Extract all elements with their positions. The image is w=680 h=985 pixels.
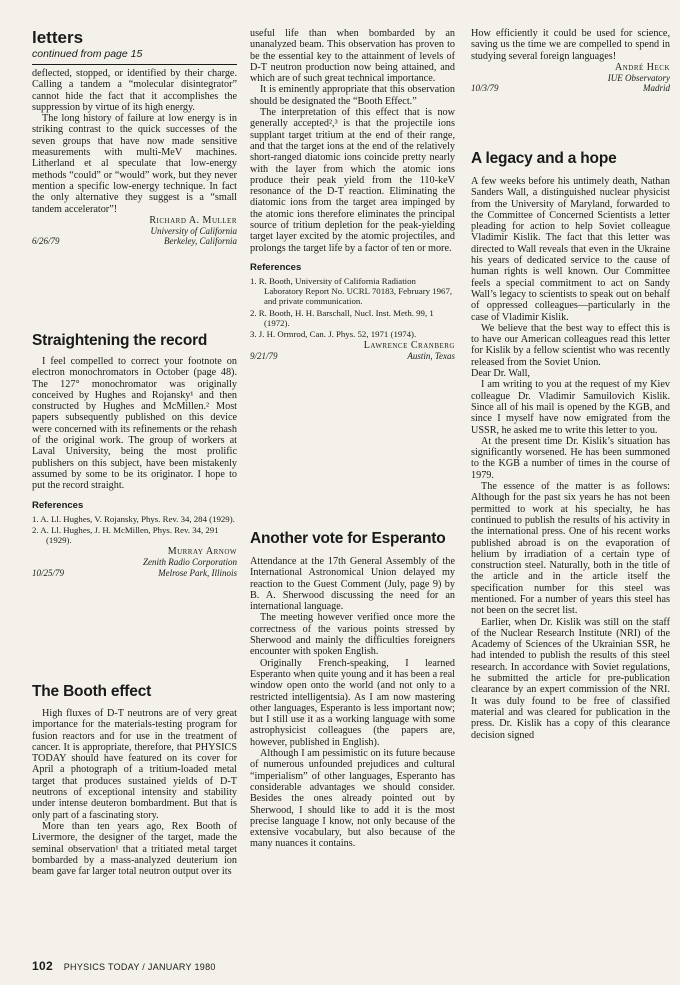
references-heading: References [250, 261, 302, 273]
references-heading: References [32, 499, 84, 511]
paragraph: It is eminently appropriate that this observation should be designated the “Booth Effect.” [250, 84, 455, 107]
affiliation: Zenith Radio Corporation [142, 557, 237, 568]
paragraph: I feel compelled to correct your footnote on electron monochromators in October (page 48). The 127° monochromator was originally conceived by Hughes and Rojansky¹ and then constructed by Hughes and McMillen.² Most papers subsequently published on this device were concerned with its refinements or the rehash of the original work. The group of workers at Laval University, being the most prolific publishers on this subject, have been mistakenly assumed by some to be its originator. I hope to put the record straight. [32, 356, 237, 492]
paragraph: The long history of failure at low energy is in striking contrast to the quick successes of the seven groups that have now made sensitive measurements with multi-MeV machines. Litherland et al speculate that low-energy methods “could” or “would” work, but they never mention a specific low-energy technique. In fact the only alternative they suggest is a “small tandem accelerator”! [32, 113, 237, 215]
salutation: Dear Dr. Wall, [471, 368, 530, 380]
reference-list [32, 514, 237, 546]
paragraph: Originally French-speaking, I learned Esperanto when quite young and it has been a real window open onto the world (and not only to a restricted intelligentsia). As I am now mastering other languages, Esperanto is less important now; but I still use it as a working language with some astrophysicist colleagues (the papers are, however, published in English). [250, 657, 455, 748]
paragraph: Attendance at the 17th General Assembly of the International Astronomical Union delayed my reaction to the Guest Comment (July, page 9) by B. A. Sherwood discussing the need for an international language. [250, 556, 455, 613]
paragraph: Earlier, when Dr. Kislik was still on the staff of the Nuclear Research Institute (NRI) of the Academy of Sciences of the Ukrainian SSR, he had intended to publish the results of this steel research. In accordance with Soviet regulations, he submitted the article for pre-publication clearance by an expert commission of the NRI. It was duly found to be free of classified material and was cleared for publication in the press. Dr. Kislik has a copy of this clearance decision signed [471, 616, 670, 741]
location: Melrose Park, Illinois [158, 567, 237, 578]
divider [32, 64, 237, 65]
reference-item: 1. R. Booth, University of California Radiation Laboratory Report No. UCRL 70183, February 1967, and private communication. [250, 275, 453, 307]
paragraph: The essence of the matter is as follows: Although for the past six years he has not been permitted to work at his specialty, he has continued to publish the results of his activity in the international press. One of his recent works published abroad is on the evaporation of helium by irradiation of a certain type of construction steel. Naturally, both in the title of the article and in the article itself the specification number for this steel was mentioned. For a number of years this steel has not been on the secret list. [471, 481, 670, 617]
article-title: Another vote for Esperanto [250, 530, 446, 547]
journal-issue: PHYSICS TODAY / JANUARY 1980 [63, 962, 216, 972]
paragraph: I am writing to you at the request of my Kiev colleague Dr. Vladimir Samuilovich Kislik. Since all of his mail is opened by the KGB, and since I myself have now emigrated from the USSR, he asked me to write this letter to you. [471, 379, 670, 436]
paragraph: Although I am pessimistic on its future because of numerous unfounded prejudices and cultural “imperialism” of other languages, Esperanto has considerable advantages we should consider. Besides the ones already pointed out by Sherwood, I should like to add it is the most precise language I know, not only because of the extensive vocabulary, but also because of the many nuances it contains. [250, 748, 455, 850]
section-title: letters [32, 28, 84, 47]
reference-list [250, 276, 455, 339]
reference-item: 2. R. Booth, H. H. Barschall, Nucl. Inst. Meth. 99, 1 (1972). [250, 307, 434, 328]
signature: Richard A. Muller [149, 214, 237, 226]
paragraph: At the present time Dr. Kislik’s situation has significantly worsened. He has been summoned to the KGB a number of times in the course of 1979. [471, 435, 670, 481]
signature: Murray Arnow [167, 546, 237, 558]
reference-item: 3. J. H. Ormrod, Can. J. Phys. 52, 1971 (1974). [250, 328, 417, 339]
letter-date: 10/3/79 [471, 83, 499, 94]
reference-item: 2. A. Ll. Hughes, J. H. McMillen, Phys. Rev. 34, 291 (1929). [32, 524, 219, 545]
location: Madrid [643, 83, 670, 94]
letter-date: 6/26/79 [32, 236, 60, 247]
signature: André Heck [615, 61, 670, 73]
paragraph: High fluxes of D-T neutrons are of very great importance for the materials-testing program for fusion reactors and for use in the treatment of cancer. It is appropriate, therefore, that PHYSICS TODAY should have featured on its cover for April a photograph of a tritium-loaded metal target that produces sustained yields of D-T neutrons of exceptional intensity and stability under intense deuteron bombardment. But that is only part of a fascinating story. [32, 708, 237, 821]
paragraph: The interpretation of this effect that is now generally accepted²,³ is that the projectile ions supplant target tritium at the end of their range, and that the target ions at the end of the relatively short-ranged diatomic ions coincide pretty nearly with the layer from which the atomic ions produce their peak yield from the 110-keV resonance of the D-T reaction. Eliminating the diatomic ions from the target area impinged by the atomic ions therefore eliminates the principal source of tritium depletion for the peak-yielding target layer excited by the atomic projectiles, and prolongs the target life by a factor of ten or more. [250, 107, 455, 254]
letter-date: 9/21/79 [250, 351, 278, 362]
paragraph: deflected, stopped, or identified by their charge. Calling a tandem a “molecular disintegrator” cannot hide the fact that it accomplishes the suppression by virtue of its high energy. [32, 68, 237, 113]
paragraph: How efficiently it could be used for science, saving us the time we are compelled to spend in studying several foreign languages! [471, 28, 670, 62]
paragraph: useful life than when bombarded by an unanalyzed beam. This observation has proven to be the essential key to the attainment of levels of D-T neutron production now being attained, and which are of such great technical importance. [250, 28, 455, 85]
paragraph: A few weeks before his untimely death, Nathan Sanders Wall, a distinguished nuclear physicist from the University of Maryland, forwarded to the Committee of Concerned Scientists a letter pleading for action to help Soviet colleague Vladimir Kislik. The fact that this letter was directed to Wall reveals that even in the Ukraine his years of dedicated service to the cause of human rights is well known. Our Committee feels a special commitment to act on Sandy Wall’s legacy to scientists to speak out on behalf of oppressed colleagues—particularly in the case of Vladimir Kislik. [471, 176, 670, 323]
affiliation: IUE Observatory [607, 72, 670, 83]
location: Berkeley, California [164, 236, 237, 247]
affiliation: University of California [150, 225, 237, 236]
paragraph: We believe that the best way to effect this is to have our American colleagues read this letter for Kislik by a fellow scientist who was recently released from the Soviet Union. [471, 322, 670, 368]
signature: Lawrence Cranberg [363, 340, 455, 352]
location: Austin, Texas [407, 351, 455, 362]
page-footer [32, 959, 216, 973]
article-title: A legacy and a hope [471, 150, 617, 167]
page-number: 102 [32, 959, 53, 973]
paragraph: The meeting however verified once more the correctness of the various points stressed by Sherwood and mainly the difficulties foreigners encounter with spoken English. [250, 612, 455, 658]
reference-item: 1. A. Ll. Hughes, V. Rojansky, Phys. Rev. 34, 284 (1929). [32, 513, 235, 524]
letter-date: 10/25/79 [32, 567, 65, 578]
article-title: The Booth effect [32, 683, 152, 700]
continued-note: continued from page 15 [32, 48, 143, 60]
paragraph: More than ten years ago, Rex Booth of Livermore, the designer of the target, made the seminal observation¹ that a tritiated metal target bombarded by a mass-analyzed deuterium ion beam gave far larger total neutron output over its [32, 820, 237, 878]
article-title: Straightening the record [32, 332, 208, 349]
